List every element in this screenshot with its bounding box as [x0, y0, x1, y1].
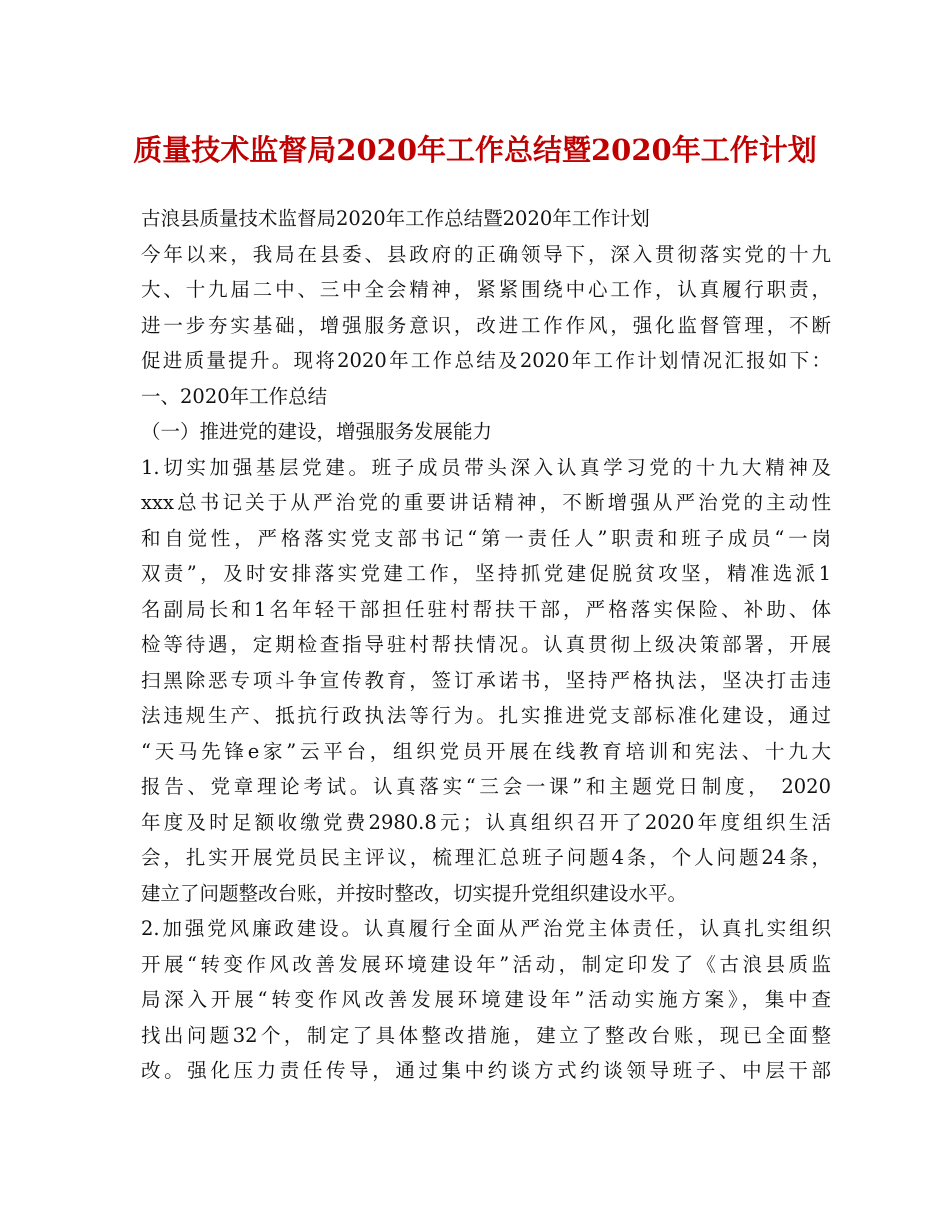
paragraph-line: “天马先锋e家”云平台，组织党员开展在线教育培训和宪法、十九大	[141, 739, 831, 763]
subsection-heading: （一）推进党的建设，增强服务发展能力	[141, 420, 493, 443]
paragraph-line: 年度及时足额收缴党费2980.8元；认真组织召开了2020年度组织生活	[141, 810, 831, 834]
paragraph-line: 扫黑除恶专项斗争宣传教育，签订承诺书，坚持严格执法，坚决打击违	[141, 668, 831, 692]
paragraph-line: 进一步夯实基础，增强服务意识，改进工作作风，强化监督管理，不断	[141, 313, 831, 337]
paragraph-line: 2.加强党风廉政建设。认真履行全面从严治党主体责任，认真扎实组织	[141, 917, 831, 940]
paragraph-line: 建立了问题整改台账，并按时整改，切实提升党组织建设水平。	[141, 881, 688, 905]
paragraph-line: 开展“转变作风改善发展环境建设年”活动，制定印发了《古浪县质监	[141, 952, 831, 976]
subtitle-line: 古浪县质量技术监督局2020年工作总结暨2020年工作计划	[141, 207, 650, 230]
document-body	[141, 201, 831, 1089]
paragraph-line: 会，扎实开展党员民主评议，梳理汇总班子问题4条，个人问题24条，	[141, 846, 831, 869]
paragraph-line: 检等待遇，定期检查指导驻村帮扶情况。认真贯彻上级决策部署，开展	[141, 633, 831, 656]
paragraph-line: 今年以来，我局在县委、县政府的正确领导下，深入贯彻落实党的十九	[141, 242, 831, 266]
paragraph-line: 改。强化压力责任传导，通过集中约谈方式约谈领导班子、中层干部	[141, 1059, 831, 1082]
paragraph-line: 法违规生产、抵抗行政执法等行为。扎实推进党支部标准化建设，通过	[141, 704, 831, 727]
paragraph-line: 1.切实加强基层党建。班子成员带头深入认真学习党的十九大精神及	[141, 455, 831, 479]
paragraph-line: 局深入开展“转变作风改善发展环境建设年”活动实施方案》，集中查	[141, 988, 831, 1011]
document-title: 质量技术监督局2020年工作总结暨2020年工作计划	[133, 133, 817, 167]
paragraph-line: 找出问题32个，制定了具体整改措施，建立了整改台账，现已全面整	[141, 1023, 831, 1047]
paragraph-line: 和自觉性，严格落实党支部书记“第一责任人”职责和班子成员“一岗	[141, 526, 831, 550]
paragraph-line: 双责”，及时安排落实党建工作，坚持抓党建促脱贫攻坚，精准选派1	[141, 562, 831, 585]
paragraph-line: 报告、党章理论考试。认真落实“三会一课”和主题党日制度， 2020	[141, 775, 831, 798]
paragraph-line: 大、十九届二中、三中全会精神，紧紧围绕中心工作，认真履行职责，	[141, 278, 831, 301]
paragraph-line: 名副局长和1名年轻干部担任驻村帮扶干部，严格落实保险、补助、体	[141, 597, 831, 621]
paragraph-line: 促进质量提升。现将2020年工作总结及2020年工作计划情况汇报如下：	[141, 349, 831, 372]
section-heading: 一、2020年工作总结	[141, 384, 328, 408]
paragraph-line: xxx总书记关于从严治党的重要讲话精神，不断增强从严治党的主动性	[141, 491, 831, 514]
